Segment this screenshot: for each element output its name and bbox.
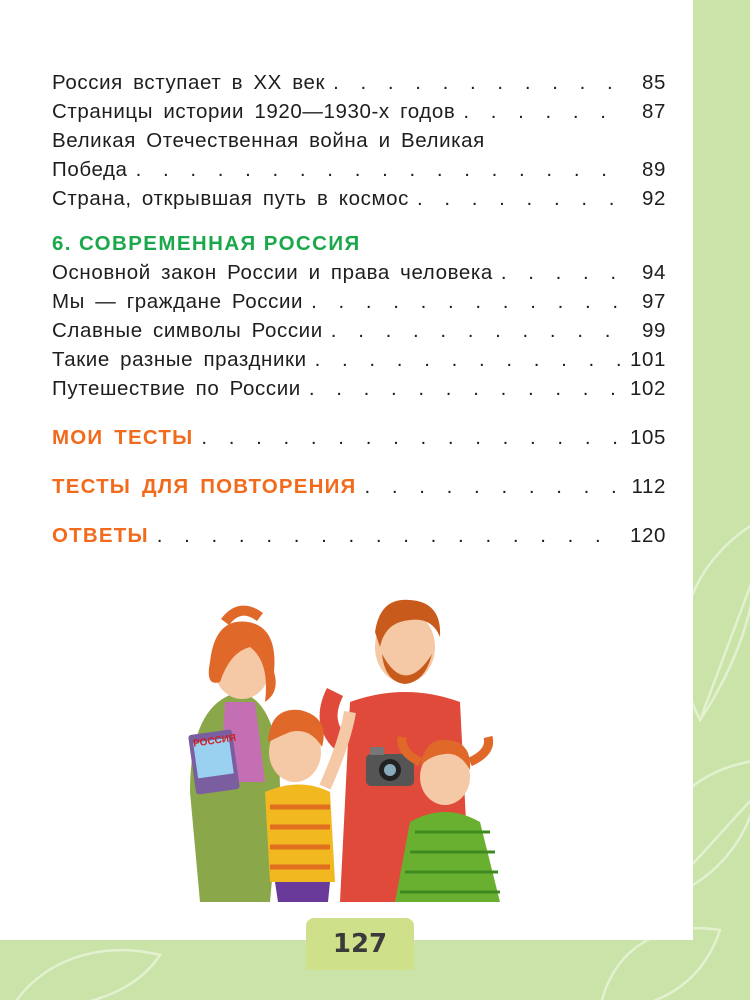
toc-entry-page: 99: [641, 319, 666, 342]
toc-entry[interactable]: [52, 68, 666, 97]
toc-entry-page: 89: [641, 158, 666, 181]
dot-leader: [417, 184, 626, 213]
section-heading: 6. СОВРЕМЕННАЯ РОССИЯ: [52, 232, 361, 255]
toc-entry-title: ТЕСТЫ ДЛЯ ПОВТОРЕНИЯ: [52, 475, 357, 498]
toc-entry-page: 97: [641, 290, 666, 313]
page-number-badge: [306, 918, 414, 970]
toc-entry-title: Славные символы России: [52, 319, 323, 342]
toc-entry[interactable]: [52, 287, 666, 316]
toc-entry-title: Страна, открывшая путь в космос: [52, 187, 409, 210]
toc-entry-page: 112: [631, 475, 666, 498]
toc-entry-title: Путешествие по России: [52, 377, 301, 400]
toc-entry-title: МОИ ТЕСТЫ: [52, 426, 194, 449]
toc-entry-title: Такие разные праздники: [52, 348, 307, 371]
table-of-contents: [52, 68, 666, 550]
toc-entry-title: Страницы истории 1920—1930-х годов: [52, 100, 456, 123]
book-label: РОССИЯ: [192, 732, 237, 750]
dot-leader: [501, 258, 626, 287]
dot-leader: [463, 97, 626, 126]
dot-leader: [157, 521, 624, 550]
page-number: 127: [332, 929, 388, 959]
toc-entry-page: 92: [641, 187, 666, 210]
toc-entry-page: 85: [641, 71, 666, 94]
toc-entry[interactable]: [52, 126, 666, 184]
family-illustration: [170, 592, 540, 902]
toc-entry-page: 101: [629, 348, 666, 371]
dot-leader: [315, 345, 624, 374]
toc-entry[interactable]: [52, 374, 666, 403]
dot-leader: [201, 423, 624, 452]
dot-leader: [364, 472, 625, 501]
toc-entry[interactable]: [52, 258, 666, 287]
mother-figure: [188, 611, 280, 902]
toc-entry-title: Россия вступает в XX век: [52, 71, 326, 94]
toc-entry[interactable]: [52, 345, 666, 374]
toc-entry-page: 102: [629, 377, 666, 400]
toc-entry-title: Основной закон России и права человека: [52, 261, 493, 284]
toc-entry-page: 94: [641, 261, 666, 284]
toc-entry-page: 120: [629, 524, 666, 547]
toc-entry-page: 87: [641, 100, 666, 123]
dot-leader: [331, 316, 626, 345]
toc-entry[interactable]: [52, 184, 666, 213]
toc-entry-review-tests[interactable]: [52, 472, 666, 501]
toc-entry[interactable]: [52, 316, 666, 345]
toc-entry-answers[interactable]: [52, 521, 666, 550]
toc-entry[interactable]: [52, 97, 666, 126]
dot-leader: [311, 287, 626, 316]
toc-entry-my-tests[interactable]: [52, 423, 666, 452]
dot-leader: [136, 155, 626, 184]
toc-entry-page: 105: [629, 426, 666, 449]
dot-leader: [309, 374, 624, 403]
toc-entry-title-line2: Победа: [52, 158, 128, 181]
toc-entry-title-line1: Великая Отечественная война и Великая: [52, 129, 485, 152]
toc-entry-title: ОТВЕТЫ: [52, 524, 149, 547]
dot-leader: [333, 68, 626, 97]
toc-entry-title: Мы — граждане России: [52, 290, 304, 313]
